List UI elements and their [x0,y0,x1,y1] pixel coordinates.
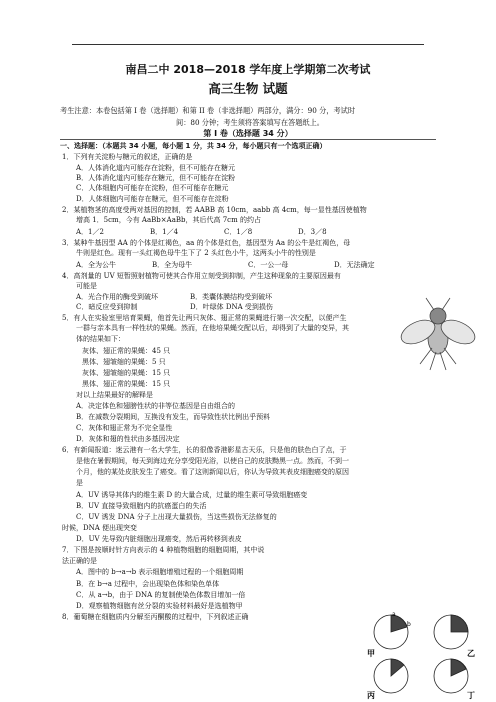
q1-option-c: C．人体细胞内可能存在淀粉，但不可能存在糖元 [76,184,229,192]
q5-result-1: 灰体、翅正常的果蝇：45 只 [82,347,171,355]
q3-stem-line-1: 3．某种牛基因型 AA 的个体是红褐色，aa 的个体是红色，基因型为 Aa 的公牛是红褐色，母 [62,239,351,247]
q4-options-row-2 [76,302,273,312]
q6-option-c-line-2: 时候，DNA 便出现突变 [62,524,138,532]
q7-option-a: A．图中的 b→a→b 表示细胞增殖过程的一个细胞周期 [76,568,244,576]
q6-stem-line-3: 个月，他的某处皮肤发生了癌变。看了这则新闻以后，你认为导致其表皮细胞癌变的原因 [76,468,349,476]
subject-title: 高三生物 试题 [208,81,288,96]
q5-result-2: 黑体、翅皱缩的果蝇：5 只 [82,358,166,366]
q5-option-a: A．决定体色和翅膀性状的非等位基因是自由组合的 [76,402,236,410]
figure-label-jia: 甲 [367,649,375,658]
q4-stem-line-1: 4．高剂量的 UV 短暂照射植物可使其合作用立刻受到抑制，产生这种现象的主要原因最有 [62,272,341,280]
q5-stem-line-3: 体的结果如下： [76,335,125,343]
q5-option-b: B．在减数分裂期间，互换没有发生，而导致性状比例出乎预料 [76,413,271,421]
notice-line-2: 间：80 分钟；考生须将答案填写在答题纸上。 [176,118,324,127]
q6-option-a: A．UV 诱导其体内的维生素 D 的大量合成，过量的维生素可导致细胞癌变 [76,491,308,499]
q7-stem-line-2: 法正确的是 [62,557,97,565]
q4-option-c: C．暗反应受到抑制 [76,303,138,311]
q5-option-c: C．灰体和翅正常为不完全显性 [76,424,173,432]
figure-label-ding: 丁 [467,691,475,700]
q3-option-c: C．一公一母 [248,261,289,269]
q5-result-4: 黑体、翅正常的果蝇：15 只 [82,380,171,388]
q5-option-d: D．灰体和翅的性状由多基因决定 [76,435,180,443]
q6-option-b: B．UV 直接导致细胞内的抗癌蛋白的失活 [76,502,207,510]
q2-option-b: B．1／4 [150,228,179,236]
q1-stem: 1．下列有关淀粉与糖元的叙述，正确的是 [62,153,193,161]
q5-question: 对以上结果最好的解释是 [76,391,153,399]
q4-option-d: D．叶绿体 DNA 受到损伤 [190,303,273,311]
q4-options-row-1 [76,292,272,302]
q6-stem-line-2: 是他在暑假期间，每天到海边充分享受阳光浴，以使自己的皮肤黝黑一点。然而，不到一 [76,457,349,465]
q6-option-d: D．UV 先导致内脏细胞出现癌变，然后再转移到表皮 [76,535,242,543]
cycle-segment-yi [451,615,468,632]
q4-stem-line-2: 可能是 [76,282,97,290]
q1-option-b: B．人体消化道内可能存在糖元，但不可能存在淀粉 [76,174,236,182]
q6-option-c-line-1: C．UV 诱发 DNA 分子上出现大量损伤，当这些损伤无法修复的 [76,513,277,521]
q8-stem: 8．葡萄糖在细胞质内分解至丙酮酸的过程中，下列叙述正确 [62,613,249,621]
fruit-fly-illustration [392,290,476,378]
figure-label-yi: 乙 [467,649,475,658]
q2-option-a: A．1／2 [76,228,104,236]
part-title: 第 I 卷（选择题 34 分） [203,129,293,138]
q3-option-a: A．全为公牛 [76,261,117,269]
q4-option-b: B．类囊体膜结构受到破坏 [190,293,273,301]
q2-option-d: D．3／8 [298,228,327,236]
section-heading: 一、选择题：（本题共 34 小题，每小题 1 分，共 34 分，每小题只有一个选项正确） [60,142,327,150]
header-rule [72,44,424,45]
q5-stem-line-1: 5．有人在实验室里培育果蝇，他首先让两只灰体、翅正常的果蝇进行第一次交配，以便产生 [62,314,347,322]
q6-stem-line-1: 6．有新闻报道：迷云港有一名大学生，长的很像香港影星古天乐，只是他的肤色白了点，于 [62,446,347,454]
q7-stem-line-1: 7．下图是按顺时针方向表示的 4 种植物细胞的细胞周期，其中说 [62,546,265,554]
q2-stem-line-2: 增高 1．5cm，今有 AaBb×AaBb，其后代高 7cm 的约占 [76,216,261,224]
point-label-b: b [407,621,411,628]
q1-option-d: D．人体细胞内可能存在糖元，但不可能存在淀粉 [76,195,229,203]
q5-stem-line-2: 一群与亲本具有一样性状的果蝇。然而，在他培果蝇交配以后，却得到了大量的变异，其 [76,324,349,332]
q7-option-d: D．观察植物细胞有丝分裂的实验材料最好是选植物甲 [76,602,243,610]
q3-stem-line-2: 牛则是红色。现有一头红褐色母牛生下了 2 头红色小牛，这两头小牛的性别是 [76,249,316,257]
q7-option-b: B．在 b→a 过程中，会出现染色体和染色单体 [76,580,220,588]
point-label-a: a [392,612,396,618]
q2-options [76,227,327,237]
notice-line-1: 考生注意：本卷包括第 I 卷（选择题）和第 II 卷（非选择题）两部分，满分：90 分，考试时 [60,106,356,115]
q7-option-c: C．从 a→b，由于 DNA 的复制使染色体数目增加一倍 [76,591,246,599]
section-rule [60,139,436,140]
figure-label-bing: 丙 [367,691,375,700]
q4-option-a: A．光合作用的酶受到破坏 [76,293,159,301]
q3-options [76,260,375,270]
school-title: 南昌二中 2018—2018 学年度上学期第二次考试 [125,63,371,76]
q2-option-c: C．1／8 [224,228,253,236]
q6-stem-line-4: 是 [76,479,83,487]
q2-stem-line-1: 2．某植物茎的高度受两对基因的控制，若 AABB 高 10cm，aabb 高 4cm，每一显性基因使植物 [62,206,367,214]
cell-cycle-figure [363,612,479,700]
q5-result-3: 灰体、翅皱缩的果蝇：15 只 [82,369,171,377]
q3-option-b: B．全为母牛 [152,261,193,269]
q3-option-d: D．无法确定 [334,261,375,269]
exam-notice [60,105,440,129]
q1-option-a: A．人体消化道内可能存在淀粉，但不可能存在糖元 [76,164,236,172]
